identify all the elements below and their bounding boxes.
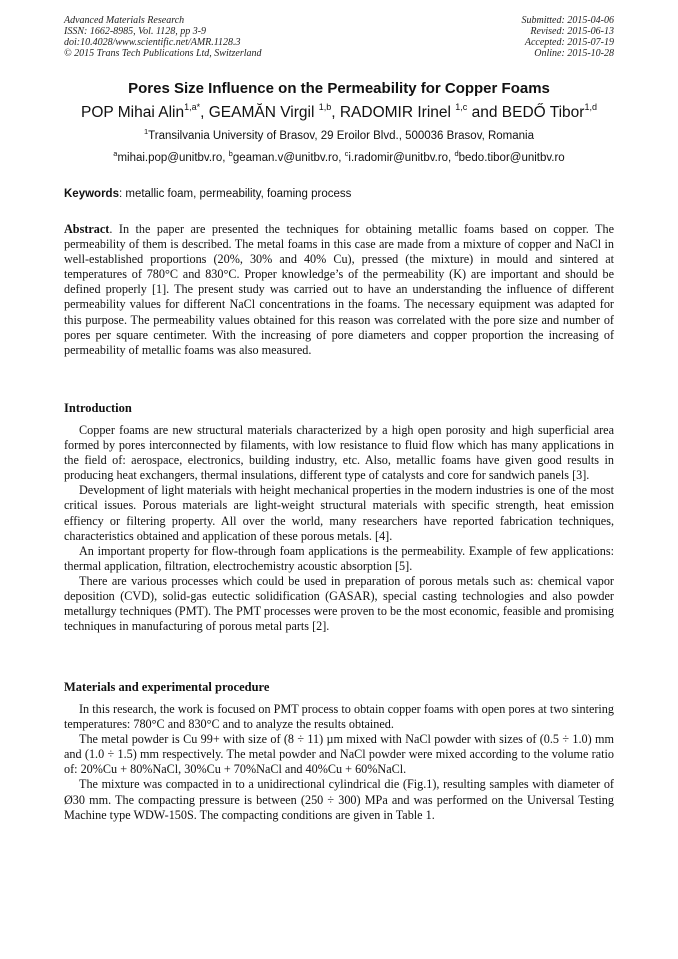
author-separator: , xyxy=(200,104,209,121)
author-name: RADOMIR Irinel xyxy=(339,104,456,121)
author-superscript: 1,d xyxy=(584,102,597,112)
materials-section xyxy=(64,702,614,823)
journal-doi: doi:10.4028/www.scientific.net/AMR.1128.3 xyxy=(64,37,241,48)
email-superscript: b xyxy=(228,149,233,158)
paragraph: There are various processes which could be used in preparation of porous metals such as: chemical vapor deposition (CVD), solid-gas eutectic solidification (GASAR), special casting technologies and also powder metallurgy techniques (PMT). The PMT processes were proven to be the most economic, feasible and promising techniques in manufacturing of porous metal parts [2]. xyxy=(64,573,614,634)
author-name: POP Mihai Alin xyxy=(81,104,185,121)
author-emails xyxy=(0,149,678,164)
journal-info xyxy=(64,15,262,59)
abstract-text: . In the paper are presented the techniques for obtaining metallic foams based on copper. The permeability of them is described. The metal foams in this case are made from a mixture of copper and NaCl in well-established proportions (20%, 30% and 40% Cu), pressed (the mixture) in mould and sintered at temperatures of 780°C and 830°C. Proper knowledge’s of the permeability (K) are important and should be defined properly [1]. The present study was carried out to have an understanding the influence of different permeability values for different NaCl concentrations in the foams. The necessary equipment was adapted for this purpose. The permeability values obtained for this reason was correlated with the pore size and number of pores per square centimeter. With the increasing of pore diameters and copper proportion the increasing of permeability of metallic foams was also measured. xyxy=(64,222,614,357)
paragraph: The metal powder is Cu 99+ with size of (8 ÷ 11) µm mixed with NaCl powder with sizes of (0.5 ÷ 1.0) mm and (1.0 ÷ 1.5) mm respectively. The metal powder and NaCl powder were mixed according to the volume ratio of: 20%Cu + 80%NaCl, 30%Cu + 70%NaCl and 40%Cu + 60%NaCl. xyxy=(64,732,614,777)
date-online: Online: 2015-10-28 xyxy=(534,48,614,59)
journal-copyright: © 2015 Trans Tech Publications Ltd, Switzerland xyxy=(64,48,262,59)
keywords-label: Keywords xyxy=(64,188,119,200)
paragraph: Copper foams are new structural materials characterized by a high open porosity and high superficial area formed by pores interconnected by filaments, with low resistance to fluid flow which has many applications in the field of: aerospace, electronics, building industry, etc. Also, metallic foams have given good results in producing heat exchangers, thermal insulations, different type of catalysts and core for sandwich panels [3]. xyxy=(64,423,614,483)
paragraph: In this research, the work is focused on PMT process to obtain copper foams with open pores at two sintering temperatures: 780°C and 830°C and to analyze the results obtained. xyxy=(64,702,614,732)
date-submitted: Submitted: 2015-04-06 xyxy=(521,15,614,26)
author-superscript: 1,b xyxy=(318,102,332,112)
date-accepted: Accepted: 2015-07-19 xyxy=(524,37,614,48)
introduction-section xyxy=(64,423,614,634)
paragraph: An important property for flow-through foam applications is the permeability. Example of few applications: thermal application, filtration, electrochemistry acoustic absorption [5]. xyxy=(64,543,614,573)
email-address: bedo.tibor@unitbv.ro xyxy=(458,152,565,164)
section-heading-materials: Materials and experimental procedure xyxy=(64,680,270,694)
affiliation xyxy=(0,127,678,142)
author-list xyxy=(0,104,678,122)
email-superscript: c xyxy=(344,149,349,158)
email-address: mihai.pop@unitbv.ro, xyxy=(117,152,229,164)
paragraph: The mixture was compacted in to a unidirectional cylindrical die (Fig.1), resulting samples with diameter of Ø30 mm. The compacting pressure is between (250 ÷ 300) MPa and was performed on the Universal Testing Machine type WDW-150S. The compacting conditions are given in Table 1. xyxy=(64,777,614,822)
journal-issn: ISSN: 1662-8985, Vol. 1128, pp 3-9 xyxy=(64,26,207,37)
abstract-label: Abstract xyxy=(64,222,110,236)
paragraph: Development of light materials with height mechanical properties in the modern industries is one of the most critical issues. Porous materials are light-weight structural materials with specific strength, heat emission effiency or filtering property. All over the world, many researchers have reported fabrication techniques, characteristics obtained and application of these porous metals. [4]. xyxy=(64,483,614,543)
author-name: BEDŐ Tibor xyxy=(501,104,585,121)
section-heading-introduction: Introduction xyxy=(64,401,132,415)
email-superscript: d xyxy=(454,149,459,158)
email-address: geaman.v@unitbv.ro, xyxy=(232,152,345,164)
submission-dates xyxy=(522,15,615,59)
keywords-text: : metallic foam, permeability, foaming process xyxy=(118,188,352,200)
author-separator: , xyxy=(331,104,340,121)
journal-name: Advanced Materials Research xyxy=(64,15,185,26)
affiliation-superscript: 1 xyxy=(143,127,149,136)
email-superscript: a xyxy=(113,149,118,158)
date-revised: Revised: 2015-06-13 xyxy=(530,26,614,37)
paper-title: Pores Size Influence on the Permeability for Copper Foams xyxy=(128,80,550,97)
author-name: GEAMĂN Virgil xyxy=(208,104,319,121)
affiliation-text: Transilvania University of Brasov, 29 Eroilor Blvd., 500036 Brasov, Romania xyxy=(148,130,535,142)
author-separator: and xyxy=(467,104,502,121)
email-address: i.radomir@unitbv.ro, xyxy=(348,152,455,164)
keywords xyxy=(64,188,351,200)
abstract xyxy=(64,222,614,358)
author-superscript: 1,a* xyxy=(184,102,201,112)
author-superscript: 1,c xyxy=(455,102,468,112)
